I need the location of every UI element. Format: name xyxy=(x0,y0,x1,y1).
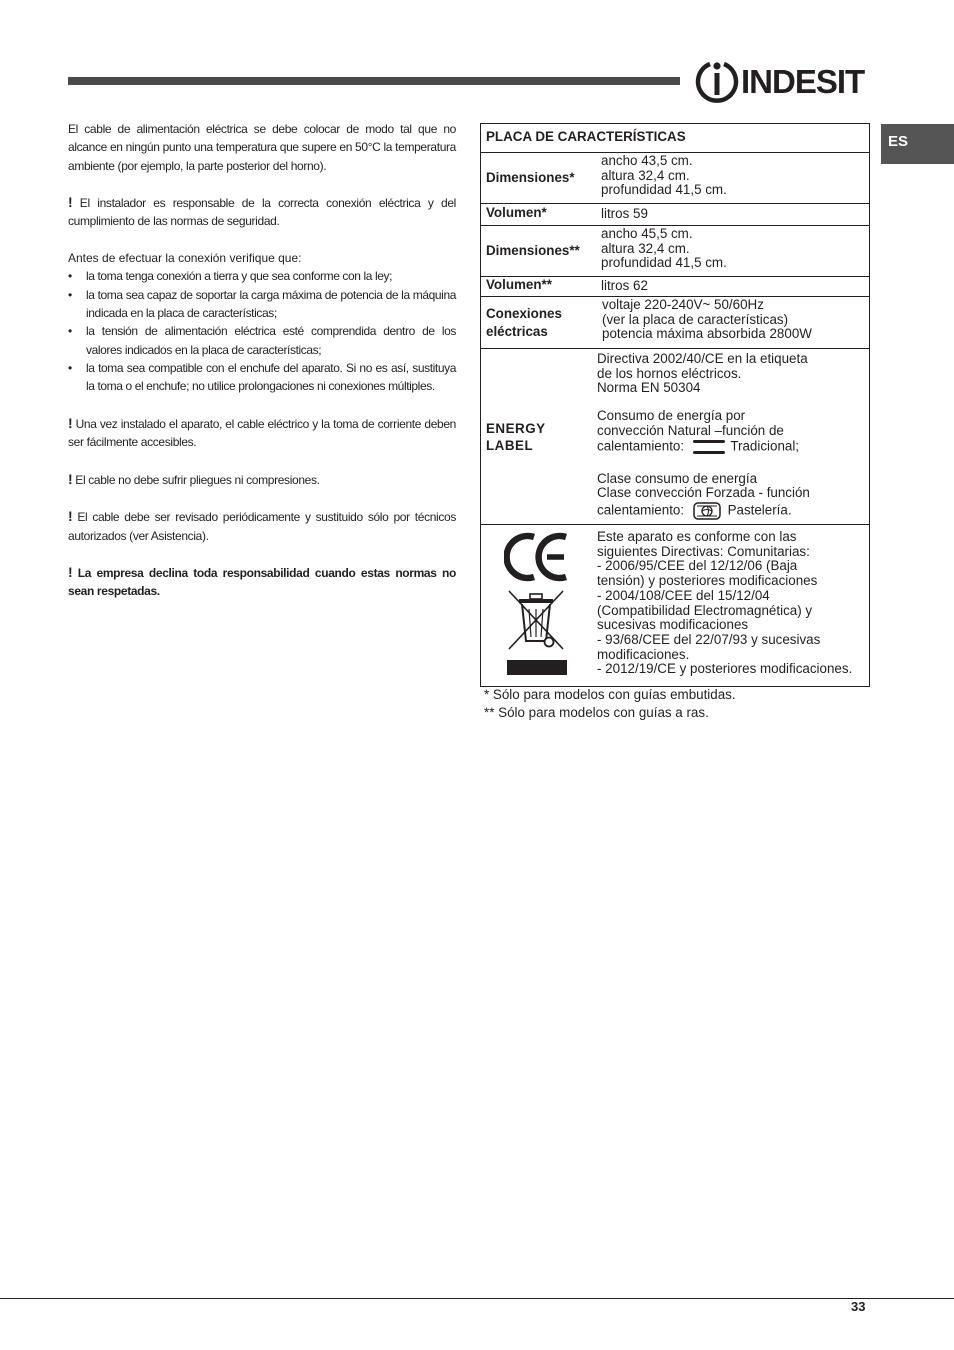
ce-mark-icon xyxy=(504,531,570,583)
value-line: - 2006/95/CEE del 12/12/06 (Baja xyxy=(597,558,798,574)
logo-i-icon xyxy=(694,58,740,104)
row-energy-label xyxy=(481,349,869,525)
list-item: • la toma sea capaz de soportar la carga máxima de potencia de la máquina indicada en la placa de características; xyxy=(68,286,456,323)
paragraph-inspection xyxy=(68,507,456,545)
label-line: Conexiones xyxy=(486,305,562,321)
value-line: Clase consumo de energía xyxy=(597,470,758,486)
crossed-bin-icon xyxy=(505,587,569,677)
label-line: eléctricas xyxy=(486,323,548,339)
paragraph-installer xyxy=(68,193,456,231)
list-item: • la tensión de alimentación eléctrica esté comprendida dentro de los valores indicados en la placa de características; xyxy=(68,322,456,359)
value-line: - 2004/108/CEE del 15/12/04 xyxy=(597,587,770,603)
paragraph-no-folds xyxy=(68,470,456,489)
language-tab: ES xyxy=(881,124,954,164)
warning-mark: ! xyxy=(68,414,73,431)
paragraph-disclaimer xyxy=(68,563,456,601)
row-label: Volumen* xyxy=(486,205,547,220)
value-line: - 93/68/CEE del 22/07/93 y sucesivas xyxy=(597,631,821,647)
row-value xyxy=(593,349,869,524)
value-line: ancho 45,5 cm. xyxy=(601,226,693,241)
paragraph-text: La empresa declina toda responsabilidad cuando estas normas no sean respetadas. xyxy=(68,566,456,599)
footnote: ** Sólo para modelos con guías a ras. xyxy=(484,704,709,720)
value-line: Norma EN 50304 xyxy=(597,380,701,396)
value-line: Clase convección Forzada - función xyxy=(597,485,810,501)
value-line: voltaje 220-240V~ 50/60Hz xyxy=(602,297,764,312)
warning-mark: ! xyxy=(68,470,73,487)
row-value xyxy=(593,153,869,203)
value-line: altura 32,4 cm. xyxy=(601,240,690,256)
list-item: • la toma tenga conexión a tierra y que sea conforme con la ley; xyxy=(68,267,456,285)
row-label: Dimensiones** xyxy=(486,242,580,258)
warning-mark: ! xyxy=(68,508,73,525)
check-list xyxy=(68,267,456,395)
row-value: litros 62 xyxy=(601,278,648,293)
row-volume-2 xyxy=(481,277,869,297)
value-text: Tradicional; xyxy=(730,438,800,454)
label-line: LABEL xyxy=(486,437,534,453)
paragraph-text: El cable no debe sufrir pliegues ni compresiones. xyxy=(72,472,320,487)
value-line xyxy=(597,439,869,455)
compliance-symbols xyxy=(481,525,593,686)
value-line: altura 32,4 cm. xyxy=(601,167,690,183)
rating-plate-table xyxy=(480,123,870,687)
value-line: sucesivas modificaciones xyxy=(597,617,749,633)
row-volume-1 xyxy=(481,204,869,226)
row-dimensions-1 xyxy=(481,153,869,204)
row-compliance xyxy=(481,525,869,687)
value-text: calentamiento: xyxy=(597,502,685,518)
value-line: profundidad 41,5 cm. xyxy=(601,182,727,198)
value-line: Directiva 2002/40/CE en la etiqueta xyxy=(597,351,808,366)
value-line: convección Natural –función de xyxy=(597,422,784,438)
paragraph-accessible xyxy=(68,414,456,452)
paragraph-text: Una vez instalado el aparato, el cable eléctrico y la toma de corriente deben ser fácilmente accesibles. xyxy=(68,416,456,450)
value-line: Este aparato es conforme con las xyxy=(597,529,797,544)
list-item: • la toma sea compatible con el enchufe del aparato. Si no es así, sustituya la toma o el enchufe; no utilice prolongaciones ni conexiones múltiples. xyxy=(68,359,456,396)
footnotes xyxy=(484,686,736,721)
row-label: Volumen** xyxy=(486,277,552,292)
row-label: Dimensiones* xyxy=(486,169,575,185)
row-value xyxy=(593,297,869,348)
footnote: * Sólo para modelos con guías embutidas. xyxy=(484,687,736,702)
left-column xyxy=(68,120,456,619)
indesit-logo xyxy=(694,58,870,104)
footer-rule xyxy=(0,1298,954,1299)
value-line: Consumo de energía por xyxy=(597,408,746,424)
paragraph-text: El instalador es responsable de la correcta conexión eléctrica y del cumplimiento de las normas de seguridad. xyxy=(68,196,456,229)
paragraph-text: El cable debe ser revisado periódicamente y sustituido sólo por técnicos autorizados (ver Asistencia). xyxy=(68,510,456,543)
page-number: 33 xyxy=(851,1299,866,1314)
value-line: potencia máxima absorbida 2800W xyxy=(602,326,812,342)
paragraph-cable-temperature: El cable de alimentación eléctrica se debe colocar de modo tal que no alcance en ningún punto una temperatura que supere en 50°C la temperatura ambiente (por ejemplo, la parte posterior del horno). xyxy=(68,122,456,173)
value-line xyxy=(597,501,869,521)
value-line: (Compatibilidad Electromagnética) y xyxy=(597,602,813,618)
warning-mark: ! xyxy=(68,564,73,581)
header-bar xyxy=(68,77,680,85)
traditional-heating-icon xyxy=(692,439,726,455)
brand-name: INDESIT xyxy=(741,63,865,100)
warning-mark: ! xyxy=(68,194,73,211)
value-line: profundidad 41,5 cm. xyxy=(601,255,727,271)
value-line: de los hornos eléctricos. xyxy=(597,365,742,381)
value-line: siguientes Directivas: Comunitarias: xyxy=(597,543,810,559)
row-value: litros 59 xyxy=(601,206,648,221)
value-line: ancho 43,5 cm. xyxy=(601,153,693,168)
compliance-text xyxy=(593,525,869,686)
pastry-fan-icon xyxy=(692,501,722,521)
row-value xyxy=(593,226,869,276)
value-text: Pastelería. xyxy=(727,502,792,518)
row-dimensions-2 xyxy=(481,226,869,277)
paragraph-check-intro: Antes de efectuar la conexión verifique que: xyxy=(68,251,302,266)
value-line: - 2012/19/CE y posteriores modificaciones. xyxy=(597,661,853,677)
row-electrical xyxy=(481,297,869,349)
plate-title: PLACA DE CARACTERÍSTICAS xyxy=(481,124,869,153)
value-text: calentamiento: xyxy=(597,438,685,454)
value-line: tensión) y posteriores modificaciones xyxy=(597,573,818,589)
value-line: modificaciones. xyxy=(597,646,690,662)
value-line: (ver la placa de características) xyxy=(602,311,789,327)
row-label xyxy=(481,349,593,524)
row-label xyxy=(481,297,593,348)
label-line: ENERGY xyxy=(486,420,546,436)
